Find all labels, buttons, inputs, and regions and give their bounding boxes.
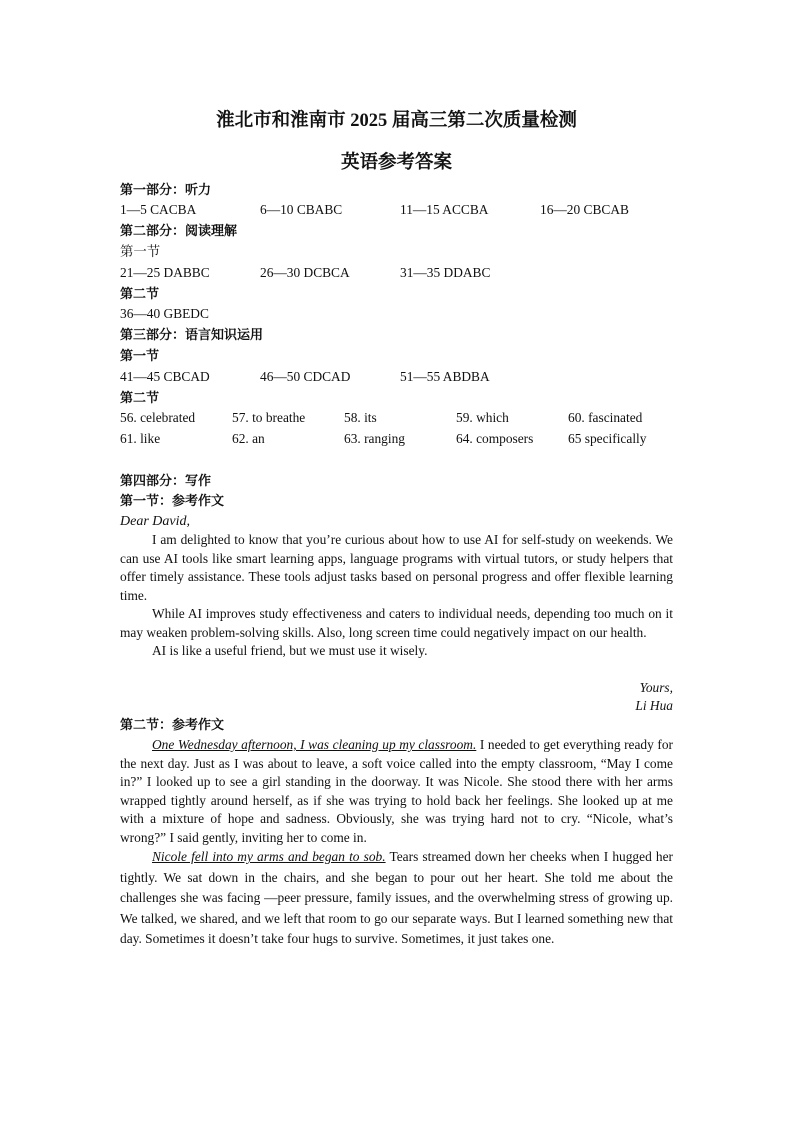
answer-group: 51—55 ABDBA [400,369,490,384]
page-subtitle: 英语参考答案 [340,153,452,173]
answer-group: 41—45 CBCAD [120,369,210,384]
part3-section2-label: 第二节 [120,390,160,405]
letter-body [120,531,673,661]
answer-group: 36—40 GBEDC [120,306,209,321]
story-text: I needed to get everything ready for the next day. Just as I was about to leave, a soft voice called into the empty classroom, “May I come in?” I looked up to see a girl standing in the doorway. It was Nicole. She stood there with her arms wrapped tightly around herself, as if she was trying to hold back her feelings. She looked up at me with a mixture of hope and sadness. Obviously, she was trying hard not to cry. “Nicole, what’s wrong?” I said gently, inviting her to come in. [120,737,673,845]
part2-section2-label: 第二节 [120,286,160,301]
part2-section1-label: 第一节 [120,244,161,259]
part3-heading: 第三部分：语言知识运用 [120,327,264,342]
grammar-answer: 63. ranging [344,431,405,446]
part3-section1-label: 第一节 [120,348,160,363]
story-lead-sentence: One Wednesday afternoon, I was cleaning up my classroom. [152,737,477,752]
answer-group: 11—15 ACCBA [400,202,489,217]
grammar-answer: 58. its [344,410,377,425]
letter-paragraph: I am delighted to know that you’re curious about how to use AI for self-study on weekends. We can use AI tools like smart learning apps, language programs with virtual tutors, or study helpers that offer timely assistance. These tools adjust tasks based on personal progress and offer flexible learning time. [120,532,673,603]
grammar-answer: 57. to breathe [232,410,306,425]
part2-section1-answers-row [120,264,673,282]
letter-closing: Yours, [639,680,673,695]
part3-grammar-row-2 [120,430,673,448]
letter-paragraph: While AI improves study effectiveness and caters to individual needs, depending too much on it may weaken problem-solving skills. Also, long screen time could negatively impact on our health. [120,606,673,640]
part1-answers-row [120,201,673,219]
grammar-answer: 65 specifically [568,431,647,446]
grammar-answer: 62. an [232,431,265,446]
grammar-answer: 59. which [456,410,509,425]
part2-heading: 第二部分：阅读理解 [120,223,238,238]
story-body [120,736,673,950]
grammar-answer: 56. celebrated [120,410,196,425]
part4-heading: 第四部分：写作 [120,473,212,488]
part3-section1-answers-row [120,368,673,386]
answer-group: 46—50 CDCAD [260,369,351,384]
answer-group: 1—5 CACBA [120,202,197,217]
story-text: Tears streamed down her cheeks when I hugged her tightly. We sat down in the chairs, and she began to pour out her heart. She told me about the challenges she was facing —peer pressure, family issues, and the overwhelming stress of growing up. We talked, we shared, and we left that room to go our separate ways. But I learned something new that day. Sometimes it doesn’t take four hugs to survive. Sometimes, it just takes one. [120,849,674,946]
grammar-answer: 61. like [120,431,161,446]
story-paragraph [120,736,673,847]
answer-group: 21—25 DABBC [120,265,210,280]
part4-section1-heading: 第一节：参考作文 [120,493,225,508]
answer-group: 16—20 CBCAB [540,202,629,217]
part4-section2-heading: 第二节：参考作文 [120,717,225,732]
letter-paragraph: AI is like a useful friend, but we must use it wisely. [152,643,428,658]
part3-grammar-row-1 [120,409,673,427]
page-title: 淮北市和淮南市 2025 届高三第二次质量检测 [216,111,577,131]
grammar-answer: 60. fascinated [568,410,643,425]
answer-group: 31—35 DDABC [400,265,491,280]
story-paragraph [120,847,673,950]
part1-heading: 第一部分：听力 [120,182,212,197]
letter-signature: Li Hua [635,698,673,713]
answer-group: 26—30 DCBCA [260,265,350,280]
answer-group: 6—10 CBABC [260,202,343,217]
grammar-answer: 64. composers [456,431,534,446]
letter-greeting: Dear David, [120,514,190,529]
story-lead-sentence: Nicole fell into my arms and began to sob. [152,849,386,864]
